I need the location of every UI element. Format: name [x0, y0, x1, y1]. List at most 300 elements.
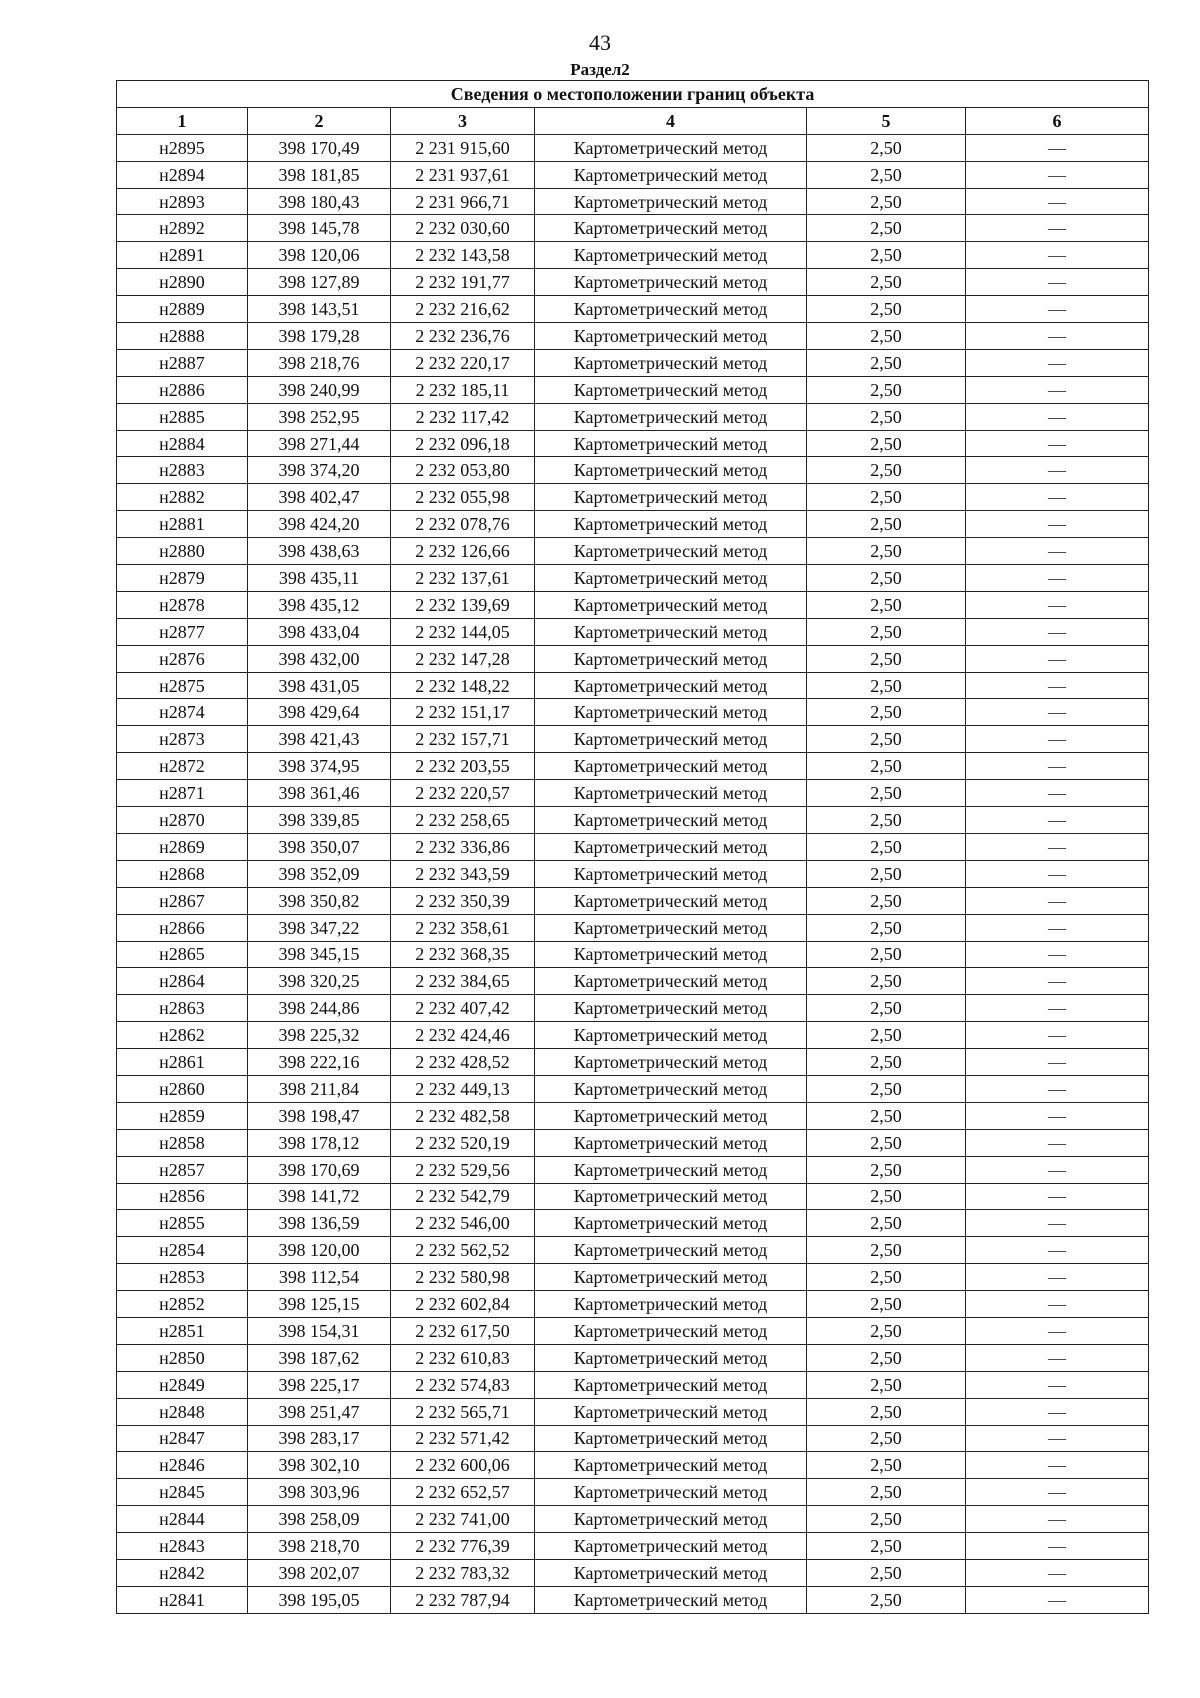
accuracy-cell: 2,50 — [807, 1049, 966, 1076]
accuracy-cell: 2,50 — [807, 1317, 966, 1344]
accuracy-cell: 2,50 — [807, 618, 966, 645]
description-cell: — — [966, 1291, 1149, 1318]
description-cell: — — [966, 457, 1149, 484]
table-row — [117, 1371, 1149, 1398]
y-coordinate-cell: 2 232 148,22 — [391, 672, 535, 699]
accuracy-cell: 2,50 — [807, 349, 966, 376]
description-cell: — — [966, 1317, 1149, 1344]
x-coordinate-cell: 398 433,04 — [248, 618, 391, 645]
accuracy-cell: 2,50 — [807, 565, 966, 592]
accuracy-cell: 2,50 — [807, 538, 966, 565]
y-coordinate-cell: 2 232 787,94 — [391, 1586, 535, 1613]
accuracy-cell: 2,50 — [807, 726, 966, 753]
method-cell: Картометрический метод — [535, 591, 807, 618]
description-cell: — — [966, 323, 1149, 350]
y-coordinate-cell: 2 232 776,39 — [391, 1533, 535, 1560]
accuracy-cell: 2,50 — [807, 1452, 966, 1479]
y-coordinate-cell: 2 232 220,57 — [391, 780, 535, 807]
y-coordinate-cell: 2 231 915,60 — [391, 134, 535, 161]
method-cell: Картометрический метод — [535, 1452, 807, 1479]
point-id-cell: н2889 — [117, 296, 248, 323]
x-coordinate-cell: 398 350,82 — [248, 887, 391, 914]
boundary-coordinates-table — [116, 80, 1149, 1614]
y-coordinate-cell: 2 232 151,17 — [391, 699, 535, 726]
accuracy-cell: 2,50 — [807, 1210, 966, 1237]
description-cell: — — [966, 1586, 1149, 1613]
method-cell: Картометрический метод — [535, 1559, 807, 1586]
description-cell: — — [966, 1398, 1149, 1425]
method-cell: Картометрический метод — [535, 511, 807, 538]
accuracy-cell: 2,50 — [807, 1129, 966, 1156]
x-coordinate-cell: 398 202,07 — [248, 1559, 391, 1586]
x-coordinate-cell: 398 347,22 — [248, 914, 391, 941]
table-row — [117, 1291, 1149, 1318]
point-id-cell: н2885 — [117, 403, 248, 430]
point-id-cell: н2843 — [117, 1533, 248, 1560]
table-row — [117, 1237, 1149, 1264]
y-coordinate-cell: 2 232 126,66 — [391, 538, 535, 565]
point-id-cell: н2881 — [117, 511, 248, 538]
x-coordinate-cell: 398 240,99 — [248, 376, 391, 403]
point-id-cell: н2874 — [117, 699, 248, 726]
method-cell: Картометрический метод — [535, 376, 807, 403]
accuracy-cell: 2,50 — [807, 1291, 966, 1318]
method-cell: Картометрический метод — [535, 887, 807, 914]
method-cell: Картометрический метод — [535, 403, 807, 430]
method-cell: Картометрический метод — [535, 807, 807, 834]
method-cell: Картометрический метод — [535, 1371, 807, 1398]
method-cell: Картометрический метод — [535, 215, 807, 242]
description-cell: — — [966, 941, 1149, 968]
table-row — [117, 565, 1149, 592]
y-coordinate-cell: 2 232 580,98 — [391, 1264, 535, 1291]
y-coordinate-cell: 2 232 139,69 — [391, 591, 535, 618]
accuracy-cell: 2,50 — [807, 188, 966, 215]
table-row — [117, 1049, 1149, 1076]
description-cell: — — [966, 349, 1149, 376]
accuracy-cell: 2,50 — [807, 645, 966, 672]
accuracy-cell: 2,50 — [807, 215, 966, 242]
x-coordinate-cell: 398 179,28 — [248, 323, 391, 350]
x-coordinate-cell: 398 435,11 — [248, 565, 391, 592]
y-coordinate-cell: 2 232 117,42 — [391, 403, 535, 430]
x-coordinate-cell: 398 258,09 — [248, 1506, 391, 1533]
description-cell: — — [966, 1237, 1149, 1264]
method-cell: Картометрический метод — [535, 565, 807, 592]
method-cell: Картометрический метод — [535, 1237, 807, 1264]
description-cell: — — [966, 645, 1149, 672]
table-row — [117, 807, 1149, 834]
point-id-cell: н2894 — [117, 161, 248, 188]
x-coordinate-cell: 398 170,49 — [248, 134, 391, 161]
table-row — [117, 914, 1149, 941]
point-id-cell: н2878 — [117, 591, 248, 618]
point-id-cell: н2884 — [117, 430, 248, 457]
description-cell: — — [966, 565, 1149, 592]
table-row — [117, 591, 1149, 618]
method-cell: Картометрический метод — [535, 1586, 807, 1613]
table-row — [117, 323, 1149, 350]
description-cell: — — [966, 1264, 1149, 1291]
method-cell: Картометрический метод — [535, 780, 807, 807]
accuracy-cell: 2,50 — [807, 161, 966, 188]
accuracy-cell: 2,50 — [807, 430, 966, 457]
accuracy-cell: 2,50 — [807, 1075, 966, 1102]
accuracy-cell: 2,50 — [807, 1506, 966, 1533]
y-coordinate-cell: 2 232 078,76 — [391, 511, 535, 538]
accuracy-cell: 2,50 — [807, 780, 966, 807]
x-coordinate-cell: 398 154,31 — [248, 1317, 391, 1344]
description-cell: — — [966, 1049, 1149, 1076]
point-id-cell: н2865 — [117, 941, 248, 968]
y-coordinate-cell: 2 232 783,32 — [391, 1559, 535, 1586]
description-cell: — — [966, 484, 1149, 511]
description-cell: — — [966, 430, 1149, 457]
x-coordinate-cell: 398 421,43 — [248, 726, 391, 753]
point-id-cell: н2868 — [117, 860, 248, 887]
method-cell: Картометрический метод — [535, 1183, 807, 1210]
point-id-cell: н2886 — [117, 376, 248, 403]
accuracy-cell: 2,50 — [807, 591, 966, 618]
description-cell: — — [966, 1022, 1149, 1049]
method-cell: Картометрический метод — [535, 457, 807, 484]
y-coordinate-cell: 2 232 652,57 — [391, 1479, 535, 1506]
table-row — [117, 618, 1149, 645]
x-coordinate-cell: 398 143,51 — [248, 296, 391, 323]
accuracy-cell: 2,50 — [807, 242, 966, 269]
point-id-cell: н2870 — [117, 807, 248, 834]
method-cell: Картометрический метод — [535, 1210, 807, 1237]
table-row — [117, 1022, 1149, 1049]
description-cell: — — [966, 860, 1149, 887]
description-cell: — — [966, 618, 1149, 645]
method-cell: Картометрический метод — [535, 1156, 807, 1183]
point-id-cell: н2895 — [117, 134, 248, 161]
accuracy-cell: 2,50 — [807, 1398, 966, 1425]
table-row — [117, 833, 1149, 860]
point-id-cell: н2883 — [117, 457, 248, 484]
description-cell: — — [966, 699, 1149, 726]
x-coordinate-cell: 398 339,85 — [248, 807, 391, 834]
description-cell: — — [966, 1506, 1149, 1533]
column-header: 2 — [248, 107, 391, 134]
method-cell: Картометрический метод — [535, 618, 807, 645]
table-row — [117, 1506, 1149, 1533]
table-row — [117, 134, 1149, 161]
x-coordinate-cell: 398 402,47 — [248, 484, 391, 511]
table-row — [117, 349, 1149, 376]
table-row — [117, 484, 1149, 511]
y-coordinate-cell: 2 232 571,42 — [391, 1425, 535, 1452]
point-id-cell: н2877 — [117, 618, 248, 645]
y-coordinate-cell: 2 232 191,77 — [391, 269, 535, 296]
description-cell: — — [966, 995, 1149, 1022]
table-row — [117, 457, 1149, 484]
table-row — [117, 1344, 1149, 1371]
accuracy-cell: 2,50 — [807, 403, 966, 430]
y-coordinate-cell: 2 232 449,13 — [391, 1075, 535, 1102]
description-cell: — — [966, 269, 1149, 296]
accuracy-cell: 2,50 — [807, 323, 966, 350]
y-coordinate-cell: 2 232 258,65 — [391, 807, 535, 834]
y-coordinate-cell: 2 232 600,06 — [391, 1452, 535, 1479]
x-coordinate-cell: 398 145,78 — [248, 215, 391, 242]
x-coordinate-cell: 398 432,00 — [248, 645, 391, 672]
accuracy-cell: 2,50 — [807, 807, 966, 834]
section-label: Раздел2 — [570, 60, 630, 79]
description-cell: — — [966, 215, 1149, 242]
y-coordinate-cell: 2 232 185,11 — [391, 376, 535, 403]
table-row — [117, 538, 1149, 565]
description-cell: — — [966, 887, 1149, 914]
table-row — [117, 1317, 1149, 1344]
table-row — [117, 376, 1149, 403]
point-id-cell: н2855 — [117, 1210, 248, 1237]
point-id-cell: н2861 — [117, 1049, 248, 1076]
y-coordinate-cell: 2 232 542,79 — [391, 1183, 535, 1210]
description-cell: — — [966, 1559, 1149, 1586]
point-id-cell: н2850 — [117, 1344, 248, 1371]
method-cell: Картометрический метод — [535, 242, 807, 269]
table-row — [117, 753, 1149, 780]
y-coordinate-cell: 2 232 617,50 — [391, 1317, 535, 1344]
description-cell: — — [966, 1425, 1149, 1452]
method-cell: Картометрический метод — [535, 269, 807, 296]
method-cell: Картометрический метод — [535, 349, 807, 376]
method-cell: Картометрический метод — [535, 645, 807, 672]
x-coordinate-cell: 398 125,15 — [248, 1291, 391, 1318]
point-id-cell: н2848 — [117, 1398, 248, 1425]
description-cell: — — [966, 833, 1149, 860]
point-id-cell: н2893 — [117, 188, 248, 215]
description-cell: — — [966, 1156, 1149, 1183]
method-cell: Картометрический метод — [535, 860, 807, 887]
point-id-cell: н2890 — [117, 269, 248, 296]
x-coordinate-cell: 398 225,32 — [248, 1022, 391, 1049]
y-coordinate-cell: 2 232 546,00 — [391, 1210, 535, 1237]
y-coordinate-cell: 2 232 143,58 — [391, 242, 535, 269]
table-row — [117, 726, 1149, 753]
point-id-cell: н2879 — [117, 565, 248, 592]
accuracy-cell: 2,50 — [807, 941, 966, 968]
y-coordinate-cell: 2 232 030,60 — [391, 215, 535, 242]
method-cell: Картометрический метод — [535, 1425, 807, 1452]
table-row — [117, 995, 1149, 1022]
y-coordinate-cell: 2 232 574,83 — [391, 1371, 535, 1398]
accuracy-cell: 2,50 — [807, 860, 966, 887]
method-cell: Картометрический метод — [535, 296, 807, 323]
y-coordinate-cell: 2 232 368,35 — [391, 941, 535, 968]
x-coordinate-cell: 398 320,25 — [248, 968, 391, 995]
accuracy-cell: 2,50 — [807, 1156, 966, 1183]
y-coordinate-cell: 2 232 336,86 — [391, 833, 535, 860]
point-id-cell: н2858 — [117, 1129, 248, 1156]
method-cell: Картометрический метод — [535, 161, 807, 188]
y-coordinate-cell: 2 232 610,83 — [391, 1344, 535, 1371]
method-cell: Картометрический метод — [535, 941, 807, 968]
table-row — [117, 1075, 1149, 1102]
accuracy-cell: 2,50 — [807, 296, 966, 323]
y-coordinate-cell: 2 232 220,17 — [391, 349, 535, 376]
method-cell: Картометрический метод — [535, 914, 807, 941]
point-id-cell: н2857 — [117, 1156, 248, 1183]
x-coordinate-cell: 398 187,62 — [248, 1344, 391, 1371]
accuracy-cell: 2,50 — [807, 995, 966, 1022]
y-coordinate-cell: 2 232 216,62 — [391, 296, 535, 323]
table-row — [117, 1533, 1149, 1560]
x-coordinate-cell: 398 180,43 — [248, 188, 391, 215]
y-coordinate-cell: 2 231 937,61 — [391, 161, 535, 188]
description-cell: — — [966, 403, 1149, 430]
accuracy-cell: 2,50 — [807, 269, 966, 296]
x-coordinate-cell: 398 112,54 — [248, 1264, 391, 1291]
point-id-cell: н2891 — [117, 242, 248, 269]
y-coordinate-cell: 2 232 147,28 — [391, 645, 535, 672]
point-id-cell: н2856 — [117, 1183, 248, 1210]
x-coordinate-cell: 398 424,20 — [248, 511, 391, 538]
x-coordinate-cell: 398 252,95 — [248, 403, 391, 430]
y-coordinate-cell: 2 232 137,61 — [391, 565, 535, 592]
column-header-row — [117, 107, 1149, 134]
accuracy-cell: 2,50 — [807, 1559, 966, 1586]
method-cell: Картометрический метод — [535, 753, 807, 780]
point-id-cell: н2871 — [117, 780, 248, 807]
point-id-cell: н2851 — [117, 1317, 248, 1344]
table-title: Сведения о местоположении границ объекта — [117, 81, 1149, 108]
accuracy-cell: 2,50 — [807, 672, 966, 699]
table-row — [117, 161, 1149, 188]
point-id-cell: н2872 — [117, 753, 248, 780]
point-id-cell: н2847 — [117, 1425, 248, 1452]
point-id-cell: н2852 — [117, 1291, 248, 1318]
accuracy-cell: 2,50 — [807, 134, 966, 161]
table-row — [117, 672, 1149, 699]
y-coordinate-cell: 2 232 565,71 — [391, 1398, 535, 1425]
method-cell: Картометрический метод — [535, 188, 807, 215]
y-coordinate-cell: 2 232 350,39 — [391, 887, 535, 914]
description-cell: — — [966, 296, 1149, 323]
method-cell: Картометрический метод — [535, 968, 807, 995]
column-header: 1 — [117, 107, 248, 134]
accuracy-cell: 2,50 — [807, 376, 966, 403]
method-cell: Картометрический метод — [535, 699, 807, 726]
x-coordinate-cell: 398 438,63 — [248, 538, 391, 565]
method-cell: Картометрический метод — [535, 1533, 807, 1560]
column-header: 3 — [391, 107, 535, 134]
x-coordinate-cell: 398 195,05 — [248, 1586, 391, 1613]
table-row — [117, 269, 1149, 296]
accuracy-cell: 2,50 — [807, 1533, 966, 1560]
page-number: 43 — [589, 30, 611, 55]
description-cell: — — [966, 1129, 1149, 1156]
description-cell: — — [966, 807, 1149, 834]
method-cell: Картометрический метод — [535, 1129, 807, 1156]
point-id-cell: н2845 — [117, 1479, 248, 1506]
point-id-cell: н2844 — [117, 1506, 248, 1533]
y-coordinate-cell: 2 232 157,71 — [391, 726, 535, 753]
description-cell: — — [966, 1533, 1149, 1560]
y-coordinate-cell: 2 232 096,18 — [391, 430, 535, 457]
y-coordinate-cell: 2 232 562,52 — [391, 1237, 535, 1264]
x-coordinate-cell: 398 181,85 — [248, 161, 391, 188]
point-id-cell: н2876 — [117, 645, 248, 672]
accuracy-cell: 2,50 — [807, 1183, 966, 1210]
column-header: 5 — [807, 107, 966, 134]
point-id-cell: н2863 — [117, 995, 248, 1022]
column-header: 4 — [535, 107, 807, 134]
description-cell: — — [966, 1075, 1149, 1102]
x-coordinate-cell: 398 302,10 — [248, 1452, 391, 1479]
table-row — [117, 430, 1149, 457]
y-coordinate-cell: 2 232 602,84 — [391, 1291, 535, 1318]
method-cell: Картометрический метод — [535, 1075, 807, 1102]
description-cell: — — [966, 134, 1149, 161]
x-coordinate-cell: 398 361,46 — [248, 780, 391, 807]
table-row — [117, 699, 1149, 726]
description-cell: — — [966, 1371, 1149, 1398]
description-cell: — — [966, 968, 1149, 995]
x-coordinate-cell: 398 431,05 — [248, 672, 391, 699]
table-row — [117, 968, 1149, 995]
x-coordinate-cell: 398 136,59 — [248, 1210, 391, 1237]
method-cell: Картометрический метод — [535, 1291, 807, 1318]
accuracy-cell: 2,50 — [807, 1479, 966, 1506]
y-coordinate-cell: 2 232 203,55 — [391, 753, 535, 780]
accuracy-cell: 2,50 — [807, 887, 966, 914]
accuracy-cell: 2,50 — [807, 1425, 966, 1452]
x-coordinate-cell: 398 120,06 — [248, 242, 391, 269]
description-cell: — — [966, 591, 1149, 618]
x-coordinate-cell: 398 374,20 — [248, 457, 391, 484]
description-cell: — — [966, 188, 1149, 215]
method-cell: Картометрический метод — [535, 430, 807, 457]
point-id-cell: н2888 — [117, 323, 248, 350]
y-coordinate-cell: 2 232 358,61 — [391, 914, 535, 941]
point-id-cell: н2854 — [117, 1237, 248, 1264]
method-cell: Картометрический метод — [535, 1344, 807, 1371]
accuracy-cell: 2,50 — [807, 833, 966, 860]
y-coordinate-cell: 2 232 343,59 — [391, 860, 535, 887]
method-cell: Картометрический метод — [535, 1049, 807, 1076]
x-coordinate-cell: 398 218,76 — [248, 349, 391, 376]
table-row — [117, 215, 1149, 242]
description-cell: — — [966, 1183, 1149, 1210]
point-id-cell: н2887 — [117, 349, 248, 376]
method-cell: Картометрический метод — [535, 1398, 807, 1425]
method-cell: Картометрический метод — [535, 484, 807, 511]
accuracy-cell: 2,50 — [807, 753, 966, 780]
x-coordinate-cell: 398 178,12 — [248, 1129, 391, 1156]
accuracy-cell: 2,50 — [807, 1237, 966, 1264]
x-coordinate-cell: 398 141,72 — [248, 1183, 391, 1210]
table-row — [117, 645, 1149, 672]
point-id-cell: н2846 — [117, 1452, 248, 1479]
description-cell: — — [966, 1452, 1149, 1479]
x-coordinate-cell: 398 429,64 — [248, 699, 391, 726]
y-coordinate-cell: 2 232 144,05 — [391, 618, 535, 645]
y-coordinate-cell: 2 231 966,71 — [391, 188, 535, 215]
y-coordinate-cell: 2 232 529,56 — [391, 1156, 535, 1183]
x-coordinate-cell: 398 170,69 — [248, 1156, 391, 1183]
method-cell: Картометрический метод — [535, 1479, 807, 1506]
x-coordinate-cell: 398 198,47 — [248, 1102, 391, 1129]
x-coordinate-cell: 398 345,15 — [248, 941, 391, 968]
table-row — [117, 1452, 1149, 1479]
point-id-cell: н2859 — [117, 1102, 248, 1129]
accuracy-cell: 2,50 — [807, 914, 966, 941]
table-row — [117, 941, 1149, 968]
table-body — [117, 134, 1149, 1613]
